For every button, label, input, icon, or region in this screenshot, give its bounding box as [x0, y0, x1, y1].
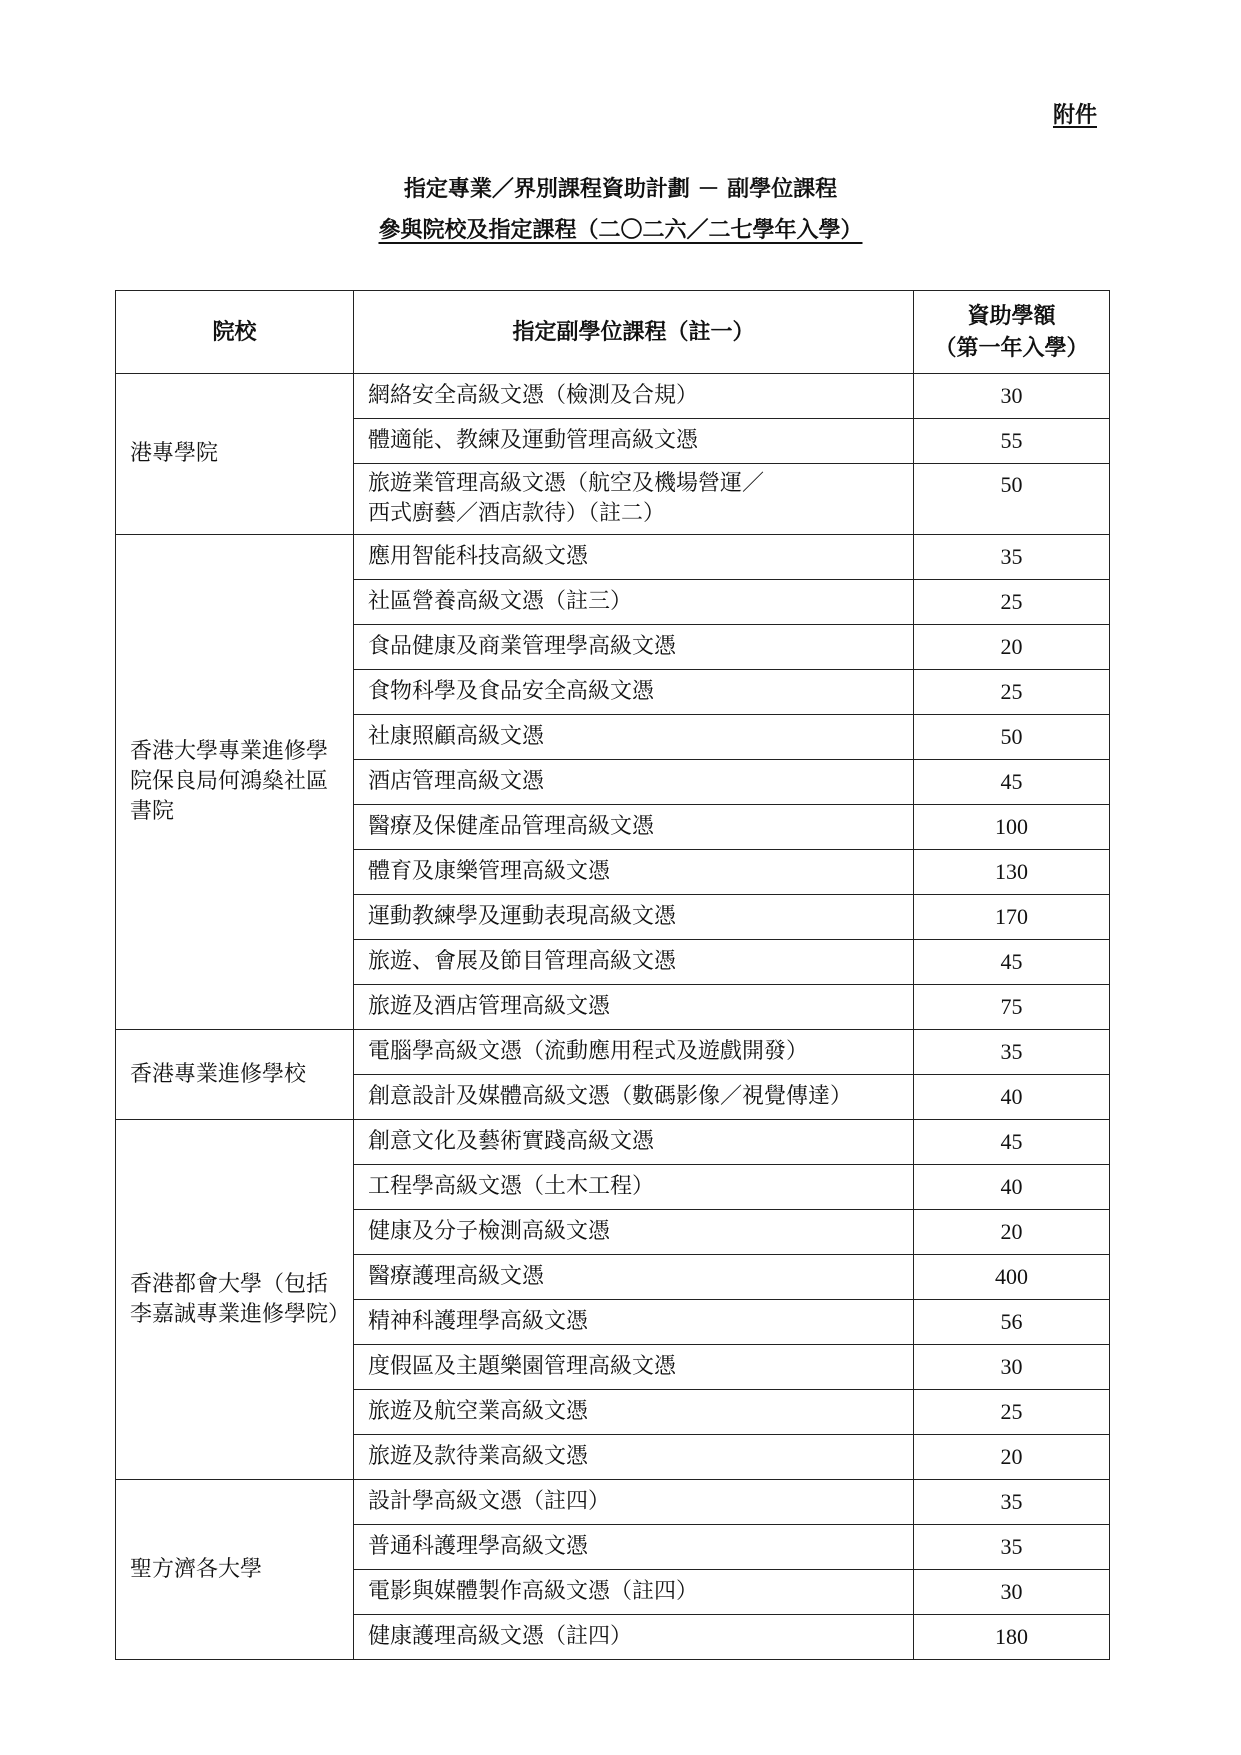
course-cell: 體育及康樂管理高級文憑 — [354, 850, 914, 895]
places-cell: 30 — [914, 374, 1110, 419]
course-cell: 社區營養高級文憑（註三） — [354, 580, 914, 625]
places-cell: 45 — [914, 760, 1110, 805]
header-places-line2: （第一年入學） — [934, 335, 1089, 361]
places-cell: 35 — [914, 1525, 1110, 1570]
course-cell: 酒店管理高級文憑 — [354, 760, 914, 805]
places-cell: 35 — [914, 535, 1110, 580]
places-cell: 40 — [914, 1075, 1110, 1120]
places-cell: 130 — [914, 850, 1110, 895]
places-cell: 55 — [914, 419, 1110, 464]
table-row — [116, 535, 1110, 580]
course-cell-line1: 旅遊業管理高級文憑（航空及機場營運／ — [368, 471, 765, 496]
course-cell: 健康及分子檢測高級文憑 — [354, 1210, 914, 1255]
institution-cell: 香港專業進修學校 — [116, 1030, 354, 1120]
table-row — [116, 1030, 1110, 1075]
course-cell: 健康護理高級文憑（註四） — [354, 1615, 914, 1660]
header-places — [914, 291, 1110, 374]
header-course: 指定副學位課程（註一） — [354, 291, 914, 374]
places-cell: 75 — [914, 985, 1110, 1030]
course-cell: 食品健康及商業管理學高級文憑 — [354, 625, 914, 670]
table-body — [116, 374, 1110, 1660]
places-cell: 30 — [914, 1570, 1110, 1615]
course-cell: 網絡安全高級文憑（檢測及合規） — [354, 374, 914, 419]
course-cell: 普通科護理學高級文憑 — [354, 1525, 914, 1570]
places-cell: 40 — [914, 1165, 1110, 1210]
course-cell: 度假區及主題樂園管理高級文憑 — [354, 1345, 914, 1390]
course-cell: 醫療及保健產品管理高級文憑 — [354, 805, 914, 850]
header-institution: 院校 — [116, 291, 354, 374]
document-title: 指定專業／界別課程資助計劃 － 副學位課程 — [403, 176, 838, 202]
places-cell: 20 — [914, 1435, 1110, 1480]
table-header-row — [116, 291, 1110, 374]
course-cell: 應用智能科技高級文憑 — [354, 535, 914, 580]
places-cell: 45 — [914, 1120, 1110, 1165]
course-cell: 運動教練學及運動表現高級文憑 — [354, 895, 914, 940]
places-cell: 35 — [914, 1480, 1110, 1525]
places-cell: 30 — [914, 1345, 1110, 1390]
course-cell — [354, 464, 914, 535]
header-places-line1: 資助學額 — [967, 303, 1056, 329]
institution-cell: 香港大學專業進修學院保良局何鴻燊社區書院 — [116, 535, 354, 1030]
course-cell: 體適能、教練及運動管理高級文憑 — [354, 419, 914, 464]
places-cell: 56 — [914, 1300, 1110, 1345]
course-cell: 精神科護理學高級文憑 — [354, 1300, 914, 1345]
course-cell: 創意設計及媒體高級文憑（數碼影像／視覺傳達） — [354, 1075, 914, 1120]
course-cell: 工程學高級文憑（土木工程） — [354, 1165, 914, 1210]
places-cell: 45 — [914, 940, 1110, 985]
table-row — [116, 1120, 1110, 1165]
course-cell: 旅遊、會展及節目管理高級文憑 — [354, 940, 914, 985]
course-cell: 創意文化及藝術實踐高級文憑 — [354, 1120, 914, 1165]
course-cell: 醫療護理高級文憑 — [354, 1255, 914, 1300]
course-cell: 電影與媒體製作高級文憑（註四） — [354, 1570, 914, 1615]
places-cell: 100 — [914, 805, 1110, 850]
course-cell-line2: 西式廚藝／酒店款待）（註二） — [368, 501, 666, 526]
course-cell: 設計學高級文憑（註四） — [354, 1480, 914, 1525]
course-cell: 社康照顧高級文憑 — [354, 715, 914, 760]
annex-label: 附件 — [1052, 102, 1097, 128]
course-cell: 食物科學及食品安全高級文憑 — [354, 670, 914, 715]
table-row — [116, 1480, 1110, 1525]
course-cell: 旅遊及航空業高級文憑 — [354, 1390, 914, 1435]
places-cell: 180 — [914, 1615, 1110, 1660]
table-row — [116, 374, 1110, 419]
places-cell: 400 — [914, 1255, 1110, 1300]
institution-cell: 港專學院 — [116, 374, 354, 535]
course-cell: 旅遊及酒店管理高級文憑 — [354, 985, 914, 1030]
course-cell: 旅遊及款待業高級文憑 — [354, 1435, 914, 1480]
institution-cell: 香港都會大學（包括李嘉誠專業進修學院） — [116, 1120, 354, 1480]
document-subtitle-text: 參與院校及指定課程（二〇二六／二七學年入學） — [378, 217, 863, 243]
places-cell: 25 — [914, 1390, 1110, 1435]
course-table — [115, 290, 1110, 1660]
places-cell: 170 — [914, 895, 1110, 940]
places-cell: 50 — [914, 464, 1110, 535]
course-cell: 電腦學高級文憑（流動應用程式及遊戲開發） — [354, 1030, 914, 1075]
institution-cell: 聖方濟各大學 — [116, 1480, 354, 1660]
places-cell: 25 — [914, 580, 1110, 625]
document-subtitle — [0, 213, 1241, 244]
places-cell: 20 — [914, 625, 1110, 670]
places-cell: 35 — [914, 1030, 1110, 1075]
places-cell: 20 — [914, 1210, 1110, 1255]
places-cell: 50 — [914, 715, 1110, 760]
places-cell: 25 — [914, 670, 1110, 715]
